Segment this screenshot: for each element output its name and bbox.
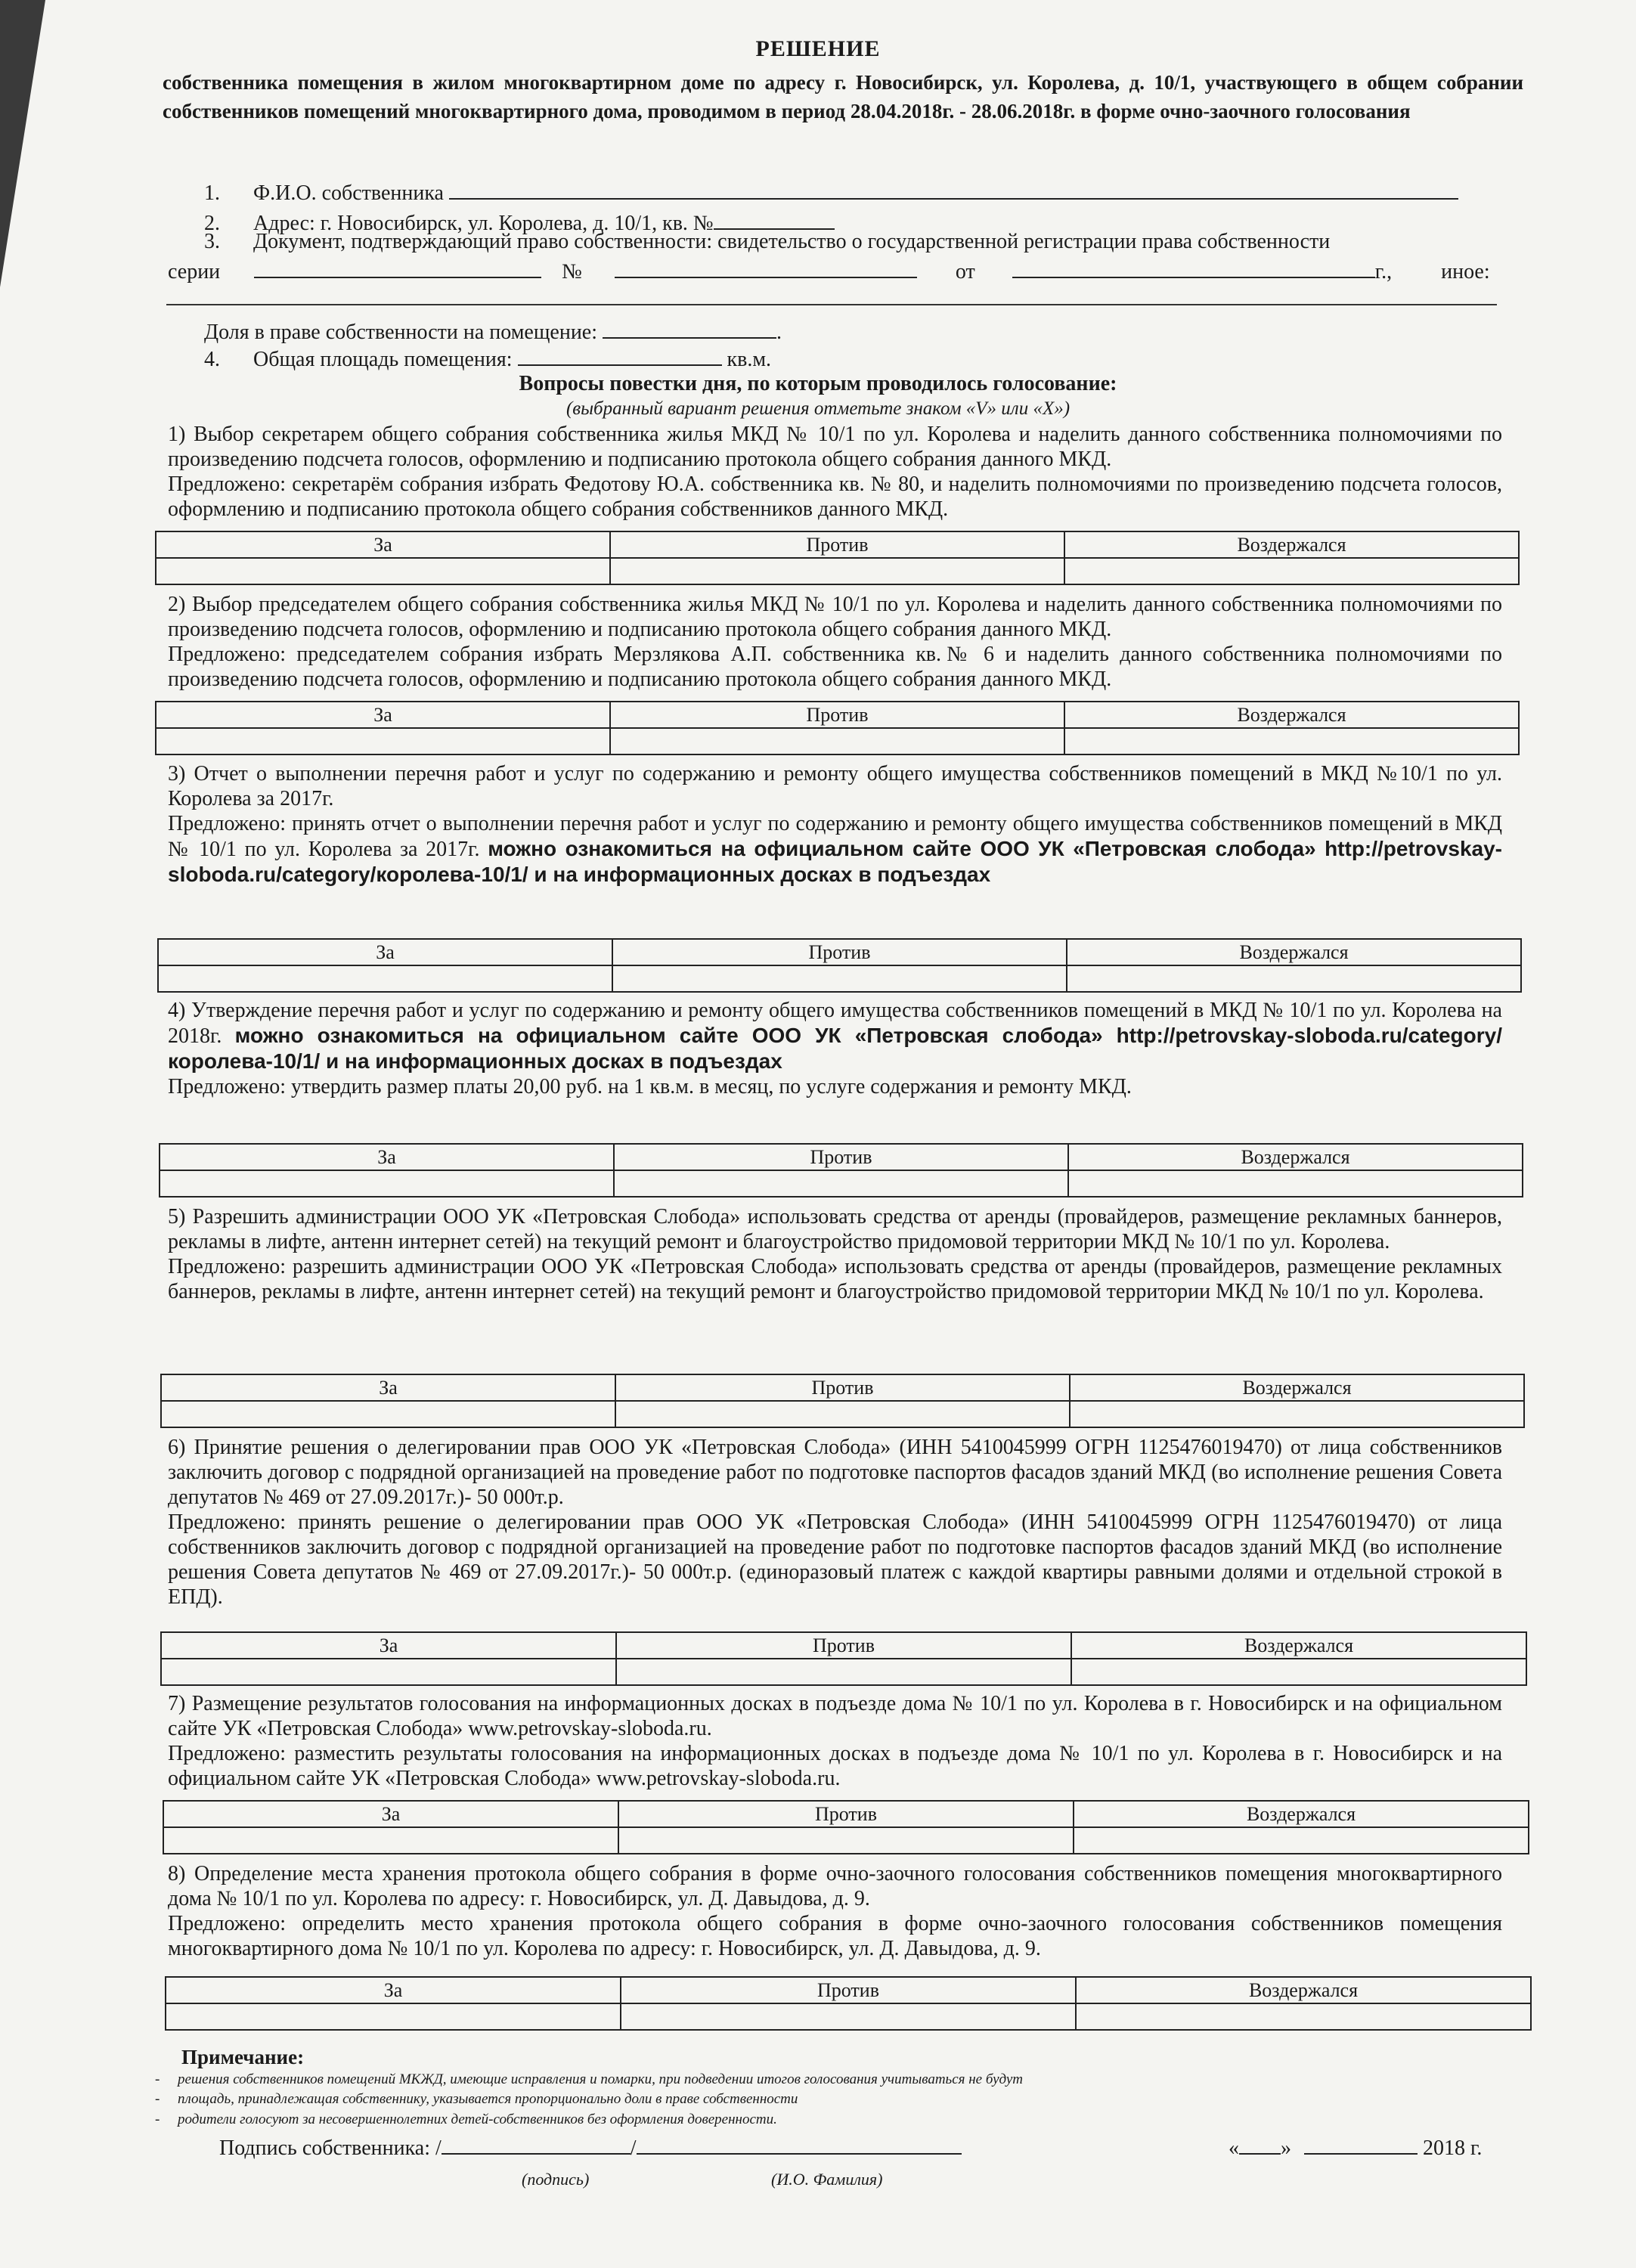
vote-table-4 bbox=[159, 1143, 1523, 1198]
owner-name-input[interactable] bbox=[449, 178, 1458, 200]
note-item bbox=[155, 2091, 798, 2108]
vote-cell-abstain[interactable] bbox=[1070, 1401, 1524, 1427]
question-link-note: можно ознакомиться на официальном сайте ООО УК «Петровская слобода» http://petrovskay-sloboda.ru/category/королева-10/1/ и на информационных досках в подъездах bbox=[168, 837, 1502, 886]
year-suffix: г., bbox=[1374, 260, 1393, 284]
question-text: 6) Принятие решения о делегировании прав ООО УК «Петровская Слобода» (ИНН 5410045999 ОГРН 1125476019470) от лица собственников заключить договор с подрядной организацией на проведение работ по подготовке паспортов фасадов зданий МКД (во исполнение решения Совета депутатов № 469 от 27.09.2017г.)- 50 000т.р. bbox=[168, 1436, 1502, 1509]
vote-cell-abstain[interactable] bbox=[1071, 1659, 1526, 1685]
day-input[interactable] bbox=[1239, 2133, 1281, 2155]
vote-header-abstain: Воздержался bbox=[1064, 531, 1519, 558]
vote-cell-abstain[interactable] bbox=[1064, 728, 1519, 754]
other-document-line[interactable] bbox=[166, 304, 1497, 305]
vote-table-6 bbox=[160, 1631, 1527, 1686]
vote-header-against: Против bbox=[621, 1977, 1076, 2003]
month-input[interactable] bbox=[1304, 2133, 1418, 2155]
vote-table-7 bbox=[163, 1800, 1529, 1854]
note-dash: - bbox=[155, 2091, 160, 2107]
vote-cell-against[interactable] bbox=[616, 1659, 1071, 1685]
vote-header-for: За bbox=[156, 531, 610, 558]
question-6 bbox=[168, 1435, 1502, 1610]
vote-cell-for[interactable] bbox=[156, 728, 610, 754]
vote-table-2 bbox=[155, 701, 1520, 755]
vote-cell-abstain[interactable] bbox=[1064, 558, 1519, 584]
question-link-note: можно ознакомиться на официальном сайте ООО УК «Петровская слобода» http://petrovskay-sloboda.ru/category/королева-10/1/ и на информационных досках в подъездах bbox=[168, 1024, 1502, 1073]
vote-cell-against[interactable] bbox=[621, 2003, 1076, 2030]
vote-header-against: Против bbox=[616, 1632, 1071, 1659]
vote-header-abstain: Воздержался bbox=[1070, 1374, 1524, 1401]
vote-header-against: Против bbox=[618, 1801, 1074, 1827]
number-label: № bbox=[562, 260, 582, 284]
signature-slash: / bbox=[435, 2136, 442, 2160]
vote-header-abstain: Воздержался bbox=[1074, 1801, 1529, 1827]
other-label: иное: bbox=[1441, 260, 1490, 284]
vote-header-abstain: Воздержался bbox=[1067, 939, 1521, 965]
date-label: от bbox=[955, 260, 975, 284]
question-proposal: Предложено: утвердить размер платы 20,00 руб. на 1 кв.м. в месяц, по услуге содержания и ремонту МКД. bbox=[168, 1075, 1132, 1098]
question-5 bbox=[168, 1204, 1502, 1304]
vote-header-for: За bbox=[161, 1632, 616, 1659]
note-text: площадь, принадлежащая собственнику, указывается пропорционально доли в праве собственности bbox=[178, 2091, 798, 2107]
question-text: 5) Разрешить администрации ООО УК «Петровская Слобода» использовать средства от аренды (провайдеров, размещение рекламных баннеров, рекламы в лифте, антенн интернет сетей) на текущий ремонт и благоустройство придомовой территории МКД № 10/1 по ул. Королева. bbox=[168, 1205, 1502, 1253]
vote-header-for: За bbox=[166, 1977, 621, 2003]
signature-slash: / bbox=[630, 2136, 637, 2160]
question-7 bbox=[168, 1691, 1502, 1791]
question-text: 4) Утверждение перечня работ и услуг по содержанию и ремонту общего имущества собственников помещений в МКД № 10/1 по ул. Королева на 2018г. bbox=[168, 999, 1502, 1048]
question-proposal: Предложено: определить место хранения протокола общего собрания в форме очно-заочного голосования собственников помещения многоквартирного дома № 10/1 по ул. Королева по адресу: г. Новосибирск, ул. Д. Давыдова, д. 9. bbox=[168, 1912, 1502, 1960]
vote-cell-against[interactable] bbox=[614, 1170, 1068, 1197]
vote-cell-for[interactable] bbox=[161, 1401, 615, 1427]
owner-initials-input[interactable] bbox=[637, 2133, 962, 2155]
vote-header-for: За bbox=[163, 1801, 618, 1827]
vote-header-abstain: Воздержался bbox=[1071, 1632, 1526, 1659]
vote-cell-for[interactable] bbox=[166, 2003, 621, 2030]
field-label: Общая площадь помещения: bbox=[253, 348, 513, 371]
document-date-input[interactable] bbox=[1012, 257, 1375, 278]
area-input[interactable] bbox=[518, 345, 722, 366]
field-ownership-share bbox=[204, 318, 782, 345]
vote-cell-against[interactable] bbox=[610, 728, 1064, 754]
agenda-note: (выбранный вариант решения отметьте знаком «V» или «X») bbox=[565, 398, 1071, 419]
vote-header-against: Против bbox=[610, 531, 1064, 558]
field-number: 3. bbox=[204, 230, 220, 253]
field-document-details bbox=[168, 257, 1490, 284]
question-8 bbox=[168, 1861, 1502, 1961]
vote-cell-abstain[interactable] bbox=[1067, 965, 1521, 992]
vote-header-abstain: Воздержался bbox=[1076, 1977, 1531, 2003]
question-text: 3) Отчет о выполнении перечня работ и услуг по содержанию и ремонту общего имущества собственников помещений в МКД №10/1 по ул. Королева за 2017г. bbox=[168, 762, 1502, 810]
question-2 bbox=[168, 592, 1502, 692]
vote-header-against: Против bbox=[612, 939, 1067, 965]
question-1 bbox=[168, 422, 1502, 522]
question-proposal: Предложено: принять решение о делегировании прав ООО УК «Петровская Слобода» (ИНН 5410045999 ОГРН 1125476019470) от лица собственников заключить договор с подрядной организацией на проведение работ по подготовке паспортов фасадов зданий МКД (во исполнение решения Совета депутатов № 469 от 27.09.2017г.)- 50 000т.р. (единоразовый платеж с каждой квартиры равными долями и отдельной строкой в ЕПД). bbox=[168, 1510, 1502, 1609]
document-number-input[interactable] bbox=[615, 257, 917, 278]
vote-header-against: Против bbox=[610, 702, 1064, 728]
agenda-heading: Вопросы повестки дня, по которым проводилось голосование: bbox=[519, 372, 1117, 395]
apartment-number-input[interactable] bbox=[714, 209, 835, 230]
vote-header-for: За bbox=[161, 1374, 615, 1401]
vote-table-3 bbox=[157, 938, 1522, 993]
question-text: 7) Размещение результатов голосования на информационных досках в подъезде дома № 10/1 по ул. Королева в г. Новосибирск и на официальном сайте УК «Петровская Слобода» www.petrovskay-sloboda.ru. bbox=[168, 1692, 1502, 1740]
field-ownership-document bbox=[204, 230, 1330, 254]
signature-line bbox=[219, 2133, 962, 2161]
note-text: родители голосуют за несовершеннолетних детей-собственников без оформления доверенности. bbox=[178, 2112, 777, 2127]
vote-cell-for[interactable] bbox=[156, 558, 610, 584]
vote-header-for: За bbox=[156, 702, 610, 728]
vote-header-against: Против bbox=[615, 1374, 1070, 1401]
notes-title: Примечание: bbox=[181, 2046, 305, 2068]
signature-input[interactable] bbox=[442, 2133, 631, 2155]
note-item bbox=[155, 2112, 777, 2128]
field-label: Документ, подтверждающий право собственности: свидетельство о государственной регистрации права собственности bbox=[253, 230, 1331, 253]
question-proposal: Предложено: принять отчет о выполнении перечня работ и услуг по содержанию и ремонту общего имущества собственников помещений в МКД № 10/1 по ул. Королева за 2017г. bbox=[168, 812, 1502, 861]
series-input[interactable] bbox=[254, 257, 541, 278]
date-quote-open: « bbox=[1229, 2136, 1239, 2160]
question-proposal: Предложено: разрешить администрации ООО УК «Петровская Слобода» использовать средства от аренды (провайдеров, размещение рекламных баннеров, рекламы в лифте, антенн интернет сетей) на текущий ремонт и благоустройство придомовой территории МКД № 10/1 по ул. Королева. bbox=[168, 1255, 1502, 1303]
vote-cell-abstain[interactable] bbox=[1068, 1170, 1523, 1197]
note-dash: - bbox=[155, 2112, 160, 2127]
field-number: 1. bbox=[204, 181, 220, 205]
vote-cell-abstain[interactable] bbox=[1076, 2003, 1531, 2030]
date-year: 2018 г. bbox=[1423, 2136, 1483, 2160]
vote-header-against: Против bbox=[614, 1144, 1068, 1170]
signature-label: Подпись собственника: bbox=[219, 2136, 430, 2160]
document-subtitle: собственника помещения в жилом многоквартирном доме по адресу г. Новосибирск, ул. Королева, д. 10/1, участвующего в общем собрании собственников помещений многоквартирного дома, проводимом в период 28.04.2018г. - 28.06.2018г. в форме очно-заочного голосования bbox=[163, 71, 1523, 122]
field-number: 4. bbox=[204, 348, 220, 371]
vote-cell-against[interactable] bbox=[615, 1401, 1070, 1427]
question-4 bbox=[168, 998, 1502, 1099]
note-text: решения собственников помещений МКЖД, имеющие исправления и помарки, при подведении итогов голосования учитываться не будут bbox=[178, 2071, 1024, 2087]
name-hint: (И.О. Фамилия) bbox=[771, 2170, 883, 2189]
vote-cell-for[interactable] bbox=[160, 1170, 614, 1197]
vote-table-1 bbox=[155, 531, 1520, 585]
note-item bbox=[155, 2071, 1023, 2088]
vote-cell-against[interactable] bbox=[610, 558, 1064, 584]
field-number: 2. bbox=[204, 212, 220, 235]
field-area bbox=[204, 345, 771, 372]
vote-cell-for[interactable] bbox=[163, 1827, 618, 1854]
vote-header-for: За bbox=[160, 1144, 614, 1170]
vote-cell-for[interactable] bbox=[161, 1659, 616, 1685]
vote-table-5 bbox=[160, 1374, 1525, 1428]
question-proposal: Предложено: секретарём собрания избрать Федотову Ю.А. собственника кв. № 80, и наделить полномочиями по произведению подсчета голосов, оформлению и подписанию протокола общего собрания собственников данного МКД. bbox=[168, 472, 1502, 521]
document-title: РЕШЕНИЕ bbox=[755, 36, 881, 61]
series-label: серии bbox=[168, 260, 221, 284]
field-label: Адрес: г. Новосибирск, ул. Королева, д. 10/1, кв. № bbox=[253, 212, 714, 235]
question-text: 1) Выбор секретарем общего собрания собственника жилья МКД № 10/1 по ул. Королева и наделить данного собственника полномочиями по произведению подсчета голосов, оформлению и подписанию протокола общего собрания данного МКД. bbox=[168, 423, 1502, 471]
date-quote-close: » bbox=[1281, 2136, 1291, 2160]
vote-cell-for[interactable] bbox=[158, 965, 612, 992]
question-proposal: Предложено: разместить результаты голосования на информационных досках в подъезде дома № 10/1 по ул. Королева в г. Новосибирск и на официальном сайте УК «Петровская Слобода» www.petrovskay-sloboda.ru. bbox=[168, 1742, 1502, 1790]
vote-header-abstain: Воздержался bbox=[1064, 702, 1519, 728]
vote-header-abstain: Воздержался bbox=[1068, 1144, 1523, 1170]
vote-table-8 bbox=[165, 1976, 1532, 2031]
field-label: Доля в праве собственности на помещение: bbox=[204, 321, 598, 344]
question-3 bbox=[168, 761, 1502, 888]
vote-cell-against[interactable] bbox=[612, 965, 1067, 992]
question-text: 2) Выбор председателем общего собрания собственника жилья МКД № 10/1 по ул. Королева и наделить данного собственника полномочиями по произведению подсчета голосов, оформлению и подписанию протокола общего собрания данного МКД. bbox=[168, 593, 1502, 641]
field-label: Ф.И.О. собственника bbox=[253, 181, 444, 205]
vote-cell-abstain[interactable] bbox=[1074, 1827, 1529, 1854]
signature-date bbox=[1229, 2133, 1482, 2161]
share-input[interactable] bbox=[603, 318, 776, 339]
vote-cell-against[interactable] bbox=[618, 1827, 1074, 1854]
field-owner-name bbox=[204, 178, 1458, 206]
area-unit: кв.м. bbox=[727, 348, 772, 371]
signature-hint: (подпись) bbox=[522, 2170, 590, 2189]
question-text: 8) Определение места хранения протокола общего собрания в форме очно-заочного голосования собственников помещения многоквартирного дома № 10/1 по ул. Королева по адресу: г. Новосибирск, ул. Д. Давыдова, д. 9. bbox=[168, 1862, 1502, 1910]
question-proposal: Предложено: председателем собрания избрать Мерзлякова А.П. собственника кв.№ 6 и наделить данного собственника полномочиями по произведению подсчета голосов, оформлению и подписанию протокола общего собрания данного МКД. bbox=[168, 643, 1502, 691]
vote-header-for: За bbox=[158, 939, 612, 965]
note-dash: - bbox=[155, 2071, 160, 2087]
share-period: . bbox=[776, 321, 782, 344]
